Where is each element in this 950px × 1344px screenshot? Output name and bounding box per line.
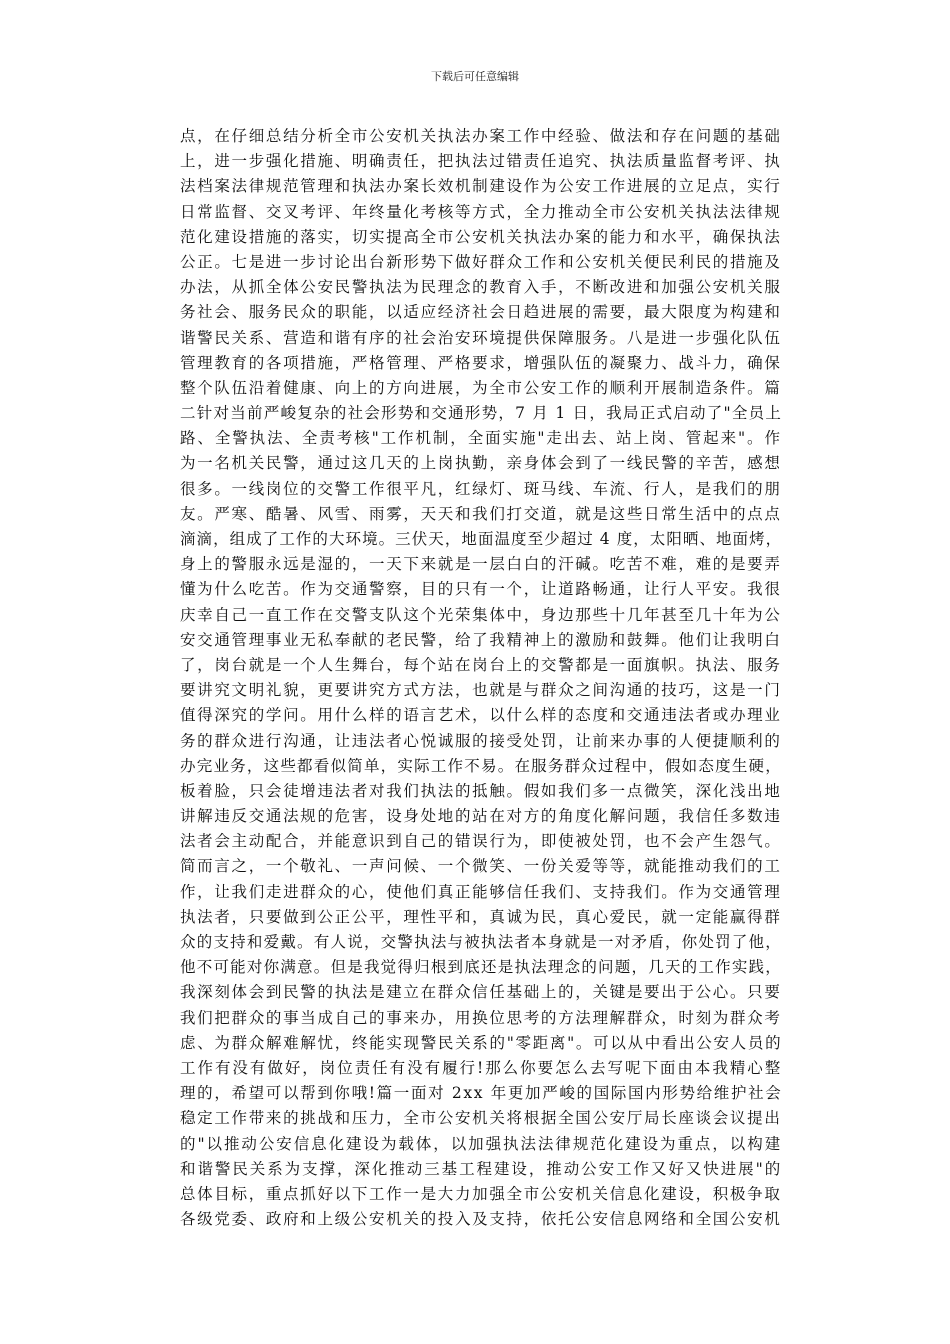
text-line: 身上的警服永远是湿的，一天下来就是一层白白的汗碱。吃苦不难，难的是要弄	[180, 555, 782, 574]
text-line: 板着脸，只会徒增违法者对我们执法的抵触。假如我们多一点微笑，深化浅出地	[180, 781, 782, 800]
text-line: 办法，从抓全体公安民警执法为民理念的教育入手，不断改进和加强公安机关服	[180, 278, 782, 297]
text-line: 公正。七是进一步讨论出台新形势下做好群众工作和公安机关便民利民的措施及	[180, 252, 782, 271]
text-line: 整个队伍沿着健康、向上的方向进展，为全市公安工作的顺利开展制造条件。篇	[180, 378, 782, 397]
text-line: 理的，希望可以帮到你哦!篇一面对 2xx 年更加严峻的国际国内形势给维护社会	[180, 1084, 782, 1103]
text-line: 上，进一步强化措施、明确责任，把执法过错责任追究、执法质量监督考评、执	[180, 152, 782, 171]
text-line: 为一名机关民警，通过这几天的上岗执勤，亲身体会到了一线民警的辛苦，感想	[180, 454, 782, 473]
document-body	[180, 124, 782, 1232]
text-line: 务的群众进行沟通，让违法者心悦诚服的接受处罚，让前来办事的人便捷顺利的	[180, 731, 782, 750]
text-line: 总体目标，重点抓好以下工作一是大力加强全市公安机关信息化建设，积极争取	[180, 1184, 782, 1203]
text-line: 执法者，只要做到公正公平，理性平和，真诚为民，真心爱民，就一定能赢得群	[180, 907, 782, 926]
text-line: 法档案法律规范管理和执法办案长效机制建设作为公安工作进展的立足点，实行	[180, 177, 782, 196]
text-line: 很多。一线岗位的交警工作很平凡，红绿灯、斑马线、车流、行人，是我们的朋	[180, 479, 782, 498]
text-line: 管理教育的各项措施，严格管理、严格要求，增强队伍的凝聚力、战斗力，确保	[180, 353, 782, 372]
text-line: 的"以推动公安信息化建设为载体，以加强执法法律规范化建设为重点，以构建	[180, 1134, 782, 1153]
text-line: 工作有没有做好，岗位责任有没有履行!那么你要怎么去写呢下面由本我精心整	[180, 1058, 782, 1077]
text-line: 滴滴，组成了工作的大环境。三伏天，地面温度至少超过 4 度，太阳晒、地面烤，	[180, 530, 782, 548]
text-line: 虑、为群众解难解忧，终能实现警民关系的"零距离"。可以从中看出公安人员的	[180, 1033, 782, 1052]
text-line: 讲解违反交通法规的危害，设身处地的站在对方的角度化解问题，我信任多数违	[180, 807, 782, 826]
text-line: 谐警民关系、营造和谐有序的社会治安环境提供保障服务。八是进一步强化队伍	[180, 328, 782, 347]
text-line: 简而言之，一个敬礼、一声问候、一个微笑、一份关爱等等，就能推动我们的工	[180, 857, 782, 876]
text-line: 法者会主动配合，并能意识到自己的错误行为，即使被处罚，也不会产生怨气。	[180, 832, 782, 851]
text-line: 作，让我们走进群众的心，使他们真正能够信任我们、支持我们。作为交通管理	[180, 882, 782, 901]
text-line: 务社会、服务民众的职能，以适应经济社会日趋进展的需要，最大限度为构建和	[180, 303, 782, 322]
text-line: 路、全警执法、全责考核"工作机制，全面实施"走出去、站上岗、管起来"。作	[180, 429, 782, 448]
text-line: 我深刻体会到民警的执法是建立在群众信任基础上的，关键是要出于公心。只要	[180, 983, 782, 1002]
text-line: 众的支持和爱戴。有人说，交警执法与被执法者本身就是一对矛盾，你处罚了他，	[180, 933, 782, 951]
text-line: 要讲究文明礼貌，更要讲究方式方法，也就是与群众之间沟通的技巧，这是一门	[180, 681, 782, 700]
text-line: 友。严寒、酷暑、风雪、雨雾，天天和我们打交道，就是这些日常生活中的点点	[180, 504, 782, 523]
text-line: 日常监督、交叉考评、年终量化考核等方式，全力推动全市公安机关执法法律规	[180, 202, 782, 221]
text-line: 安交通管理事业无私奉献的老民警，给了我精神上的激励和鼓舞。他们让我明白	[180, 630, 782, 649]
page-header: 下载后可任意编辑	[431, 70, 519, 83]
text-line: 庆幸自己一直工作在交警支队这个光荣集体中，身边那些十几年甚至几十年为公	[180, 605, 782, 624]
text-line: 范化建设措施的落实，切实提高全市公安机关执法办案的能力和水平，确保执法	[180, 227, 782, 246]
text-line: 值得深究的学问。用什么样的语言艺术，以什么样的态度和交通违法者或办理业	[180, 706, 782, 725]
text-line: 懂为什么吃苦。作为交通警察，目的只有一个，让道路畅通，让行人平安。我很	[180, 580, 782, 599]
text-line: 点，在仔细总结分析全市公安机关执法办案工作中经验、做法和存在问题的基础	[180, 127, 782, 145]
text-line: 和谐警民关系为支撑，深化推动三基工程建设，推动公安工作又好又快进展"的	[180, 1159, 782, 1178]
text-line: 办完业务，这些都看似简单，实际工作不易。在服务群众过程中，假如态度生硬，	[180, 756, 782, 775]
text-line: 稳定工作带来的挑战和压力，全市公安机关将根据全国公安厅局长座谈会议提出	[180, 1109, 782, 1128]
text-line: 二针对当前严峻复杂的社会形势和交通形势，7 月 1 日，我局正式启动了"全员上	[180, 404, 782, 423]
text-line: 了，岗台就是一个人生舞台，每个站在岗台上的交警都是一面旗帜。执法、服务	[180, 655, 782, 674]
text-line: 各级党委、政府和上级公安机关的投入及支持，依托公安信息网络和全国公安机	[180, 1210, 782, 1229]
text-line: 他不可能对你满意。但是我觉得归根到底还是执法理念的问题，几天的工作实践，	[180, 958, 782, 977]
text-line: 我们把群众的事当成自己的事来办，用换位思考的方法理解群众，时刻为群众考	[180, 1008, 782, 1027]
